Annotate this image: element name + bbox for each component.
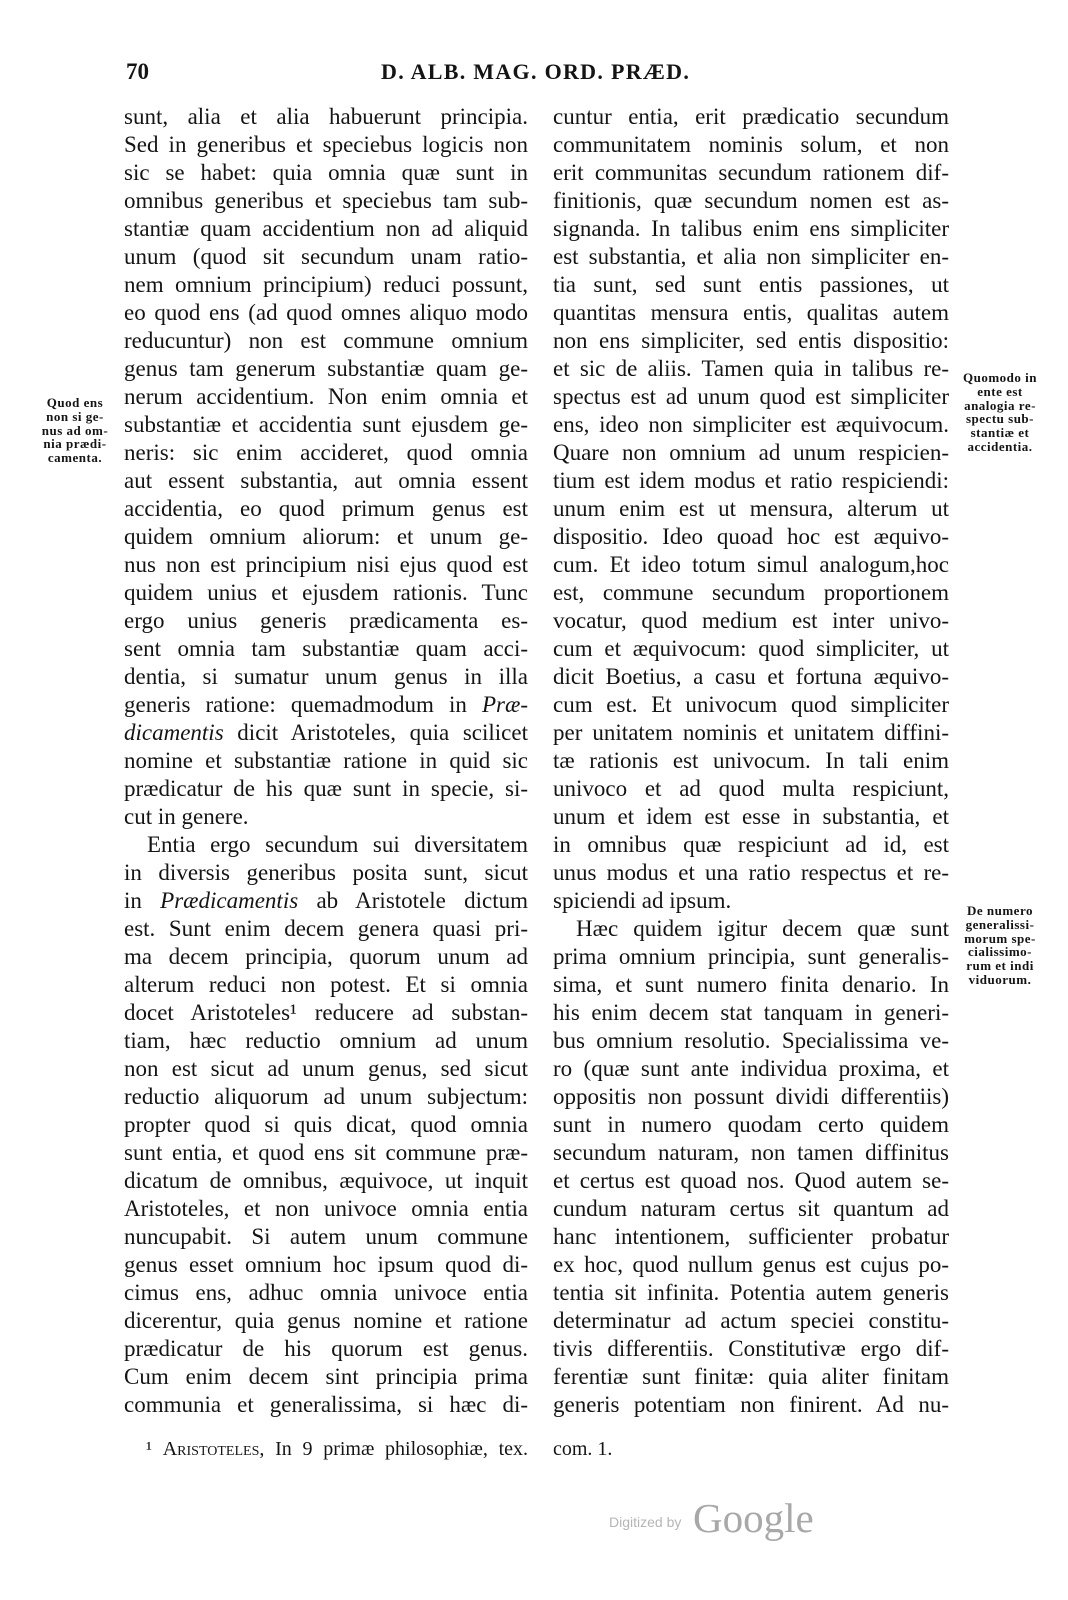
margin-note-line: Quod ens (46, 395, 104, 410)
margin-note (955, 371, 1045, 454)
footnote (146, 1435, 528, 1463)
text-line: cuntur entia, erit prædicatio secundum (553, 104, 949, 129)
text-line: eo quod ens (ad quod omnes aliquo modo (124, 300, 528, 325)
text-line: in omnibus quæ respiciunt ad id, est (553, 832, 949, 857)
text-line: non ens simpliciter, sed entis dispositio: (553, 328, 949, 353)
text-line: Aristoteles, et non univoce omnia entia (124, 1196, 528, 1221)
margin-note-line: Quomodo in (963, 370, 1037, 385)
paragraph (553, 915, 949, 1419)
text-line: unum (quod sit secundum unam ratio- (124, 244, 528, 269)
text-line: cum. Et ideo totum simul analogum,hoc (553, 552, 949, 577)
text-line: spiciendi ad ipsum. (553, 888, 732, 913)
text-line: ferentiæ sunt finitæ: quia aliter finitam (553, 1364, 949, 1389)
text-line: dispositio. Ideo quoad hoc est æquivo- (553, 524, 949, 549)
text-line: tivis differentiis. Constitutivæ ergo dif- (553, 1336, 949, 1361)
text-line: tentia sit infinita. Potentia autem generis (553, 1280, 949, 1305)
text-line: per unitatem nominis et unitatem diffini- (553, 720, 949, 745)
margin-note (955, 904, 1045, 987)
line-segment: ab Aristotele dictum (298, 888, 529, 913)
margin-note-line: spectu sub- (966, 411, 1034, 427)
line-segment: in (124, 888, 161, 913)
margin-note-line: accidentia. (967, 438, 1033, 454)
left-column (124, 103, 528, 1419)
right-column (553, 103, 949, 1419)
margin-note-line: analogia re- (964, 397, 1036, 413)
text-line: prædicatur de his quorum est genus. (124, 1336, 528, 1361)
text-line: dicerentur, quia genus nomine et ratione (124, 1308, 528, 1333)
text-line: communia et generalissima, si hæc di- (124, 1392, 528, 1417)
text-line: aut essent substantia, aut omnia essent (124, 468, 528, 493)
margin-note-line: viduorum. (968, 971, 1032, 987)
text-line: unus modus et una ratio respectus et re- (553, 860, 949, 885)
text-line (124, 887, 528, 915)
text-line: dicatum de omnibus, æquivoce, ut inquit (124, 1168, 528, 1193)
margin-note-line: nus ad om- (41, 422, 109, 438)
text-line: est. Sunt enim decem genera quasi pri- (124, 916, 528, 941)
text-line: ma decem principia, quorum unum ad (124, 944, 528, 969)
margin-note-line: generalissi- (965, 916, 1035, 932)
margin-note-line: morum spe- (964, 930, 1036, 946)
text-line: spectus est ad unum quod est simpliciter (553, 384, 949, 409)
text-line: sunt entia, et quod ens sit commune præ- (124, 1140, 528, 1165)
text-line: cundum naturam certus sit quantum ad (553, 1196, 949, 1221)
text-line: nus non est principium nisi ejus quod est (124, 552, 528, 577)
text-line: his enim decem stat tanquam in generi- (553, 1000, 949, 1025)
text-line: nuncupabit. Si autem unum commune (124, 1224, 528, 1249)
text-line: et sic de aliis. Tamen quia in talibus re- (553, 356, 949, 381)
margin-note-line: stantiæ et (970, 425, 1030, 441)
text-line: ex hoc, quod nullum genus est cujus po- (553, 1252, 949, 1277)
text-line: secundum naturam, non tamen diffinitus (553, 1140, 949, 1165)
text-line: ro (quæ sunt ante individua proxima, et (553, 1056, 949, 1081)
text-line: Quare non omnium ad unum respicien- (553, 440, 949, 465)
text-line: prima omnium principia, sunt generalis- (553, 944, 949, 969)
text-line: stantiæ quam accidentium non ad aliquid (124, 216, 528, 241)
text-line: omnibus generibus et speciebus tam sub- (124, 188, 528, 213)
text-line: tæ rationis est univocum. In tali enim (553, 748, 949, 773)
text-line: non est sicut ad unum genus, sed sicut (124, 1056, 528, 1081)
text-line: communitatem nominis solum, et non (553, 132, 949, 157)
text-line: sunt in numero quodam certo quidem (553, 1112, 949, 1137)
text-line: Hæc quidem igitur decem quæ sunt (576, 916, 949, 941)
text-line: nomine et substantiæ ratione in quid sic (124, 748, 528, 773)
text-line: docet Aristoteles¹ reducere ad substan- (124, 1000, 528, 1025)
text-line: ens, ideo non simpliciter est æquivocum. (553, 412, 949, 437)
text-line: propter quod si quis dicat, quod omnia (124, 1112, 528, 1137)
footnote-marker: ¹ (146, 1438, 152, 1460)
text-line: Cum enim decem sint principia prima (124, 1364, 528, 1389)
text-line: substantiæ et accidentia sunt ejusdem ge- (124, 412, 528, 437)
text-line: vocatur, quod medium est inter univo- (553, 608, 949, 633)
paragraph (124, 103, 528, 831)
text-line (124, 691, 528, 719)
text-line: unum enim est ut mensura, alterum ut (553, 496, 949, 521)
text-line: cimus ens, adhuc omnia univoce entia (124, 1280, 528, 1305)
text-line: cum et æquivocum: quod simpliciter, ut (553, 636, 949, 661)
text-line: in diversis generibus posita sunt, sicut (124, 860, 528, 885)
text-line: oppositis non possunt dividi differentiis) (553, 1084, 949, 1109)
text-line: determinatur ad actum speciei constitu- (553, 1308, 949, 1333)
text-line: Entia ergo secundum sui diversitatem (147, 832, 528, 857)
text-line: unum et idem est esse in substantia, et (553, 804, 949, 829)
text-line: dicit Boetius, a casu et fortuna æquivo- (553, 664, 949, 689)
text-line: finitionis, quæ secundum nomen est as- (553, 188, 949, 213)
text-line: quidem omnium aliorum: et unum ge- (124, 524, 528, 549)
text-line (124, 719, 528, 747)
text-line: est, commune secundum proportionem (553, 580, 949, 605)
text-line: sunt, alia et alia habuerunt principia. (124, 104, 528, 129)
text-line: hanc intentionem, sufficienter probatur (553, 1224, 949, 1249)
footnote-author: Aristoteles (162, 1438, 260, 1460)
text-line: ergo unius generis prædicamenta es- (124, 608, 528, 633)
text-line: sic se habet: quia omnia quæ sunt in (124, 160, 528, 185)
text-line: univoco et ad quod multa respiciunt, (553, 776, 949, 801)
margin-note-line: De numero (966, 903, 1033, 918)
text-line: quantitas mensura entis, qualitas autem (553, 300, 949, 325)
text-line: accidentia, eo quod primum genus est (124, 496, 528, 521)
digitized-by-text: Digitized by (609, 1514, 682, 1530)
text-line: nem omnium principium) reduci possunt, (124, 272, 528, 297)
text-line: bus omnium resolutio. Specialissima ve- (553, 1028, 949, 1053)
text-line: reductio aliquorum ad unum subjectum: (124, 1084, 528, 1109)
text-line: tia sunt, sed sunt entis passiones, ut (553, 272, 949, 297)
footnote-continuation: com. 1. (553, 1438, 613, 1460)
text-line: et certus est quoad nos. Quod autem se- (553, 1168, 949, 1193)
text-line: reducuntur) non est commune omnium (124, 328, 528, 353)
text-line: alterum reduci non potest. Et si omnia (124, 972, 528, 997)
text-line: tium est idem modus et ratio respiciendi: (553, 468, 949, 493)
margin-note-line: nia prædi- (43, 436, 107, 452)
margin-note-line: camenta. (47, 450, 103, 466)
margin-note-line: non si ge- (46, 408, 104, 424)
text-line: genus esset omnium hoc ipsum quod di- (124, 1252, 528, 1277)
text-line: genus tam generum substantiæ quam ge- (124, 356, 528, 381)
text-line: prædicatur de his quæ sunt in specie, si- (124, 776, 528, 801)
margin-note-line: cialissimo- (968, 944, 1032, 960)
text-line: erit communitas secundum rationem dif- (553, 160, 949, 185)
text-line: cum est. Et univocum quod simpliciter (553, 692, 949, 717)
italic-title: Præ- (482, 692, 528, 717)
margin-note-line: ente est (977, 383, 1023, 399)
page-number: 70 (126, 59, 149, 84)
google-logo: Google (693, 1495, 814, 1541)
italic-title: Prædicamentis (160, 888, 299, 913)
text-line: neris: sic enim accideret, quod omnia (124, 440, 528, 465)
margin-note (30, 396, 120, 465)
running-head: D. ALB. MAG. ORD. PRÆD. (381, 59, 691, 84)
text-line: tiam, hæc reductio omnium ad unum (124, 1028, 528, 1053)
line-segment: dicit Aristoteles, quia scilicet (223, 720, 528, 745)
text-line: generis potentiam non finirent. Ad nu- (553, 1392, 949, 1417)
text-line: signanda. In talibus enim ens simpliciter (553, 216, 949, 241)
text-line: quidem unius et ejusdem rationis. Tunc (124, 580, 528, 605)
italic-title: dicamentis (124, 720, 224, 745)
text-line: nerum accidentium. Non enim omnia et (124, 384, 528, 409)
text-line: cut in genere. (124, 804, 249, 829)
paragraph (553, 103, 949, 915)
text-line: dentia, si sumatur unum genus in illa (124, 664, 528, 689)
text-line: est substantia, et alia non simpliciter en- (553, 244, 949, 269)
paragraph (124, 831, 528, 1419)
footnote-citation: , In 9 primæ philosophiæ, tex. (259, 1438, 529, 1460)
margin-note-line: rum et indi (966, 958, 1034, 974)
text-line: sima, et sunt numero finita denario. In (553, 972, 949, 997)
text-line: Sed in generibus et speciebus logicis non (124, 132, 528, 157)
line-segment: generis ratione: quemadmodum in (124, 692, 482, 717)
text-line: sent omnia tam substantiæ quam acci- (124, 636, 528, 661)
